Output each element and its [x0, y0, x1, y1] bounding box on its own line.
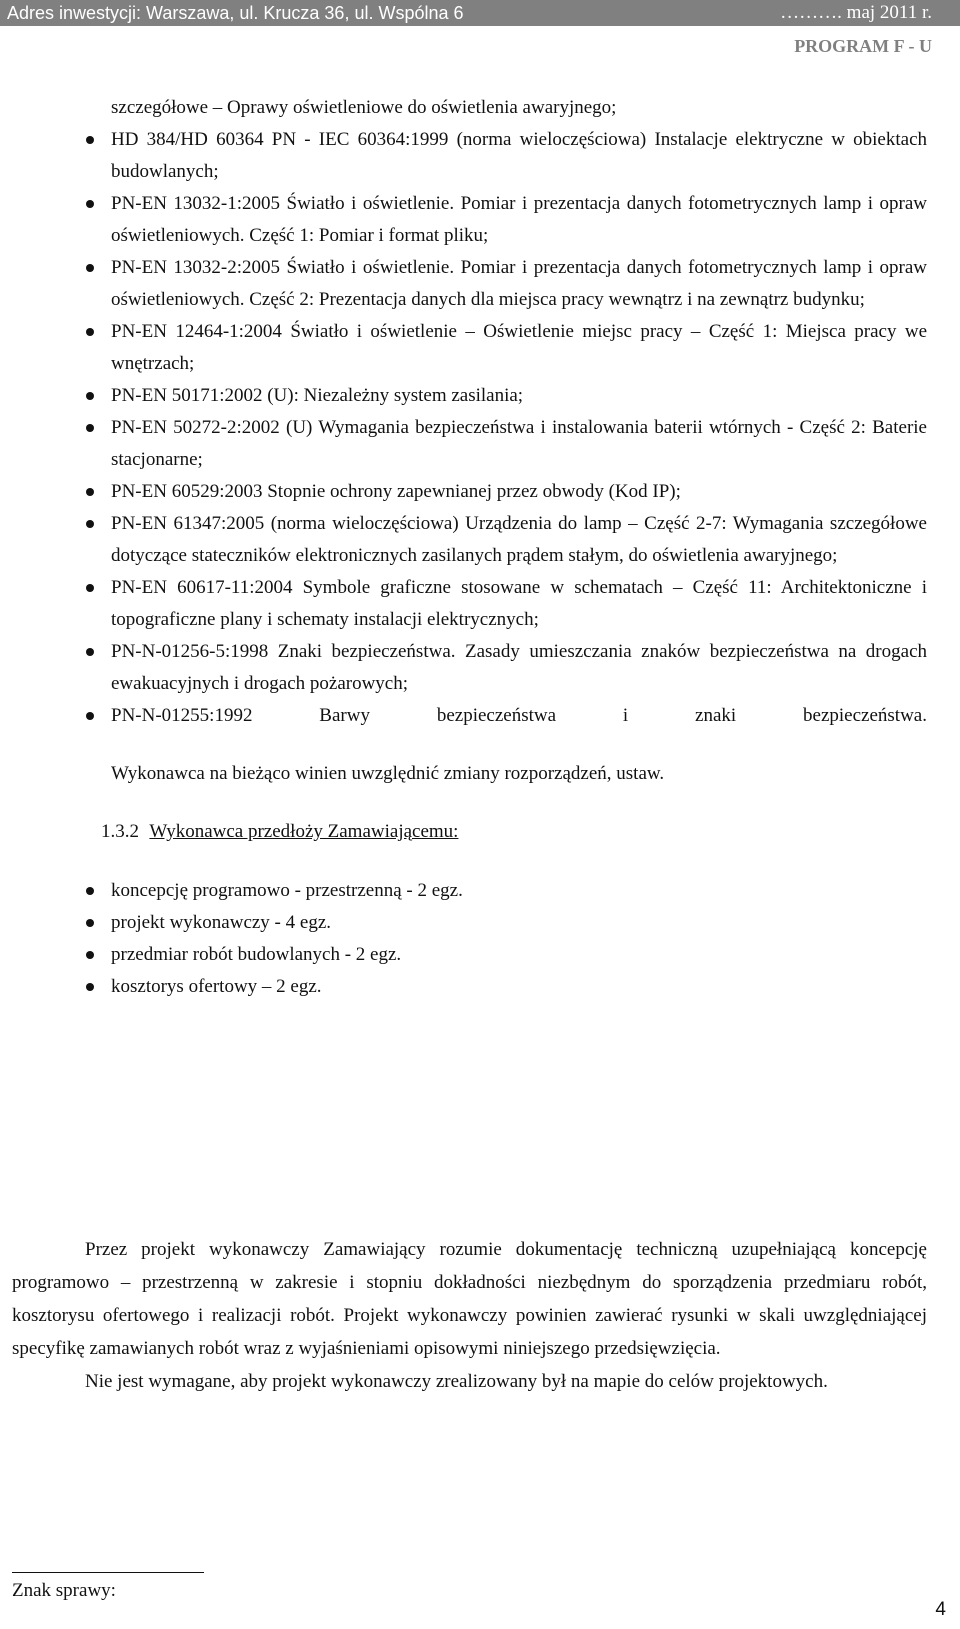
deliverables-list [83, 875, 927, 1003]
list-item: koncepcję programowo - przestrzenną - 2 egz. [111, 875, 927, 907]
paragraph-map-requirement: Nie jest wymagane, aby projekt wykonawczy zrealizowany był na mapie do celów projektowych. [85, 1371, 828, 1392]
list-item: PN-EN 12464-1:2004 Światło i oświetlenie – Oświetlenie miejsc pracy – Część 1: Miejsca pracy we wnętrzach; [111, 316, 927, 380]
list-item: PN-EN 13032-1:2005 Światło i oświetlenie. Pomiar i prezentacja danych fotometrycznych lamp i opraw oświetleniowych. Część 1: Pomiar i format pliku; [111, 188, 927, 252]
footer-divider [12, 1572, 204, 1573]
standards-list [83, 92, 927, 732]
page-header-bar [0, 0, 960, 26]
investment-address: Adres inwestycji: Warszawa, ul. Krucza 36, ul. Wspólna 6 [7, 3, 464, 23]
list-item: kosztorys ofertowy – 2 egz. [111, 971, 927, 1003]
body-paragraphs [12, 1233, 927, 1398]
list-item: PN-EN 60529:2003 Stopnie ochrony zapewnianej przez obwody (Kod IP); [111, 476, 927, 508]
list-item: szczegółowe – Oprawy oświetleniowe do oświetlenia awaryjnego; [111, 97, 617, 118]
program-label: PROGRAM F - U [794, 36, 932, 56]
list-item: projekt wykonawczy - 4 egz. [111, 907, 927, 939]
list-item: PN-EN 61347:2005 (norma wieloczęściowa) Urządzenia do lamp – Część 2-7: Wymagania szczegółowe dotyczące stateczników elektronicznych zasilanych prądem stałym, do oświetlenia awaryjnego; [111, 508, 927, 572]
document-date: ………. maj 2011 r. [780, 2, 932, 23]
case-number-label: Znak sprawy: [12, 1580, 116, 1601]
list-item: PN-N-01255:1992 Barwy bezpieczeństwa i znaki bezpieczeństwa. [111, 700, 927, 732]
list-item: PN-EN 50272-2:2002 (U) Wymagania bezpieczeństwa i instalowania baterii wtórnych - Część 2: Baterie stacjonarne; [111, 412, 927, 476]
list-item: HD 384/HD 60364 PN - IEC 60364:1999 (norma wieloczęściowa) Instalacje elektryczne w obiektach budowlanych; [111, 124, 927, 188]
contractor-note: Wykonawca na bieżąco winien uwzględnić zmiany rozporządzeń, ustaw. [111, 763, 665, 784]
section-title: Wykonawca przedłoży Zamawiającemu: [149, 821, 459, 842]
list-item: PN-EN 60617-11:2004 Symbole graficzne stosowane w schematach – Część 11: Architektoniczne i topograficzne plany i schematy instalacji elektrycznych; [111, 572, 927, 636]
list-item: PN-N-01256-5:1998 Znaki bezpieczeństwa. Zasady umieszczania znaków bezpieczeństwa na drogach ewakuacyjnych i drogach pożarowych; [111, 636, 927, 700]
list-item: PN-EN 13032-2:2005 Światło i oświetlenie. Pomiar i prezentacja danych fotometrycznych lamp i opraw oświetleniowych. Część 2: Prezentacja danych dla miejsca pracy wewnątrz i na zewnątrz budynku; [111, 252, 927, 316]
section-heading [101, 816, 927, 848]
page-number: 4 [935, 1599, 946, 1620]
list-item: PN-EN 50171:2002 (U): Niezależny system zasilania; [111, 380, 927, 412]
document-content [83, 92, 927, 1003]
list-item: przedmiar robót budowlanych - 2 egz. [111, 939, 927, 971]
paragraph-project-definition: Przez projekt wykonawczy Zamawiający rozumie dokumentację techniczną uzupełniającą koncepcję programowo – przestrzenną w zakresie i stopniu dokładności niezbędnym do sporządzenia przedmiaru robót, kosztorysu ofertowego i realizacji robót. Projekt wykonawczy powinien zawierać rysunki w skali uwzględniającej specyfikę zamawianych robót wraz z wyjaśnieniami opisowymi niniejszego przedsięwzięcia. [12, 1239, 927, 1359]
section-number: 1.3.2 [101, 821, 139, 842]
